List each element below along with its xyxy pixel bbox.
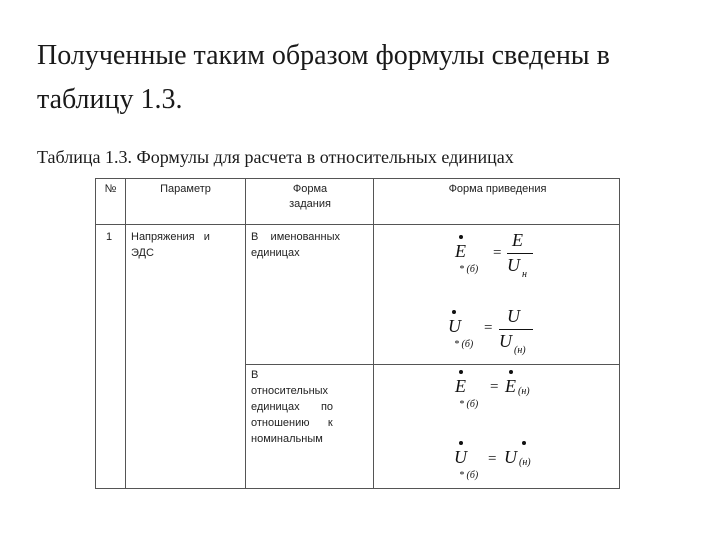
table-caption: Таблица 1.3. Формулы для расчета в относительных единицах	[37, 147, 514, 167]
fraction-bar	[507, 253, 533, 254]
fraction-bar	[499, 329, 533, 330]
column-divider	[373, 179, 374, 488]
dot-accent	[509, 370, 513, 374]
row-divider	[245, 364, 619, 365]
param-line-2: ЭДС	[131, 247, 154, 259]
form-named-line-1: В именованных	[251, 231, 340, 243]
dot-accent	[459, 370, 463, 374]
dot-accent	[522, 441, 526, 445]
form-named-line-2: единицах	[251, 247, 300, 259]
form-rel-line-5: номинальным	[251, 433, 323, 445]
formula-table: № Параметр Форма задания Форма приведения 1 Напряжения и ЭДС В именованных единицах В относительных единицах по отношению к номинальным E * (б) = E U н U * (б) = U U (н) E * (б) = E (н) U * (б) = U (н)	[95, 178, 620, 489]
form-rel-line-1: В	[251, 369, 259, 381]
header-form-reduce: Форма приведения	[448, 183, 547, 195]
header-param: Параметр	[160, 183, 211, 195]
page-title: Полученные таким образом формулы сведены в таблицу 1.3.	[37, 40, 610, 115]
dot-accent	[459, 235, 463, 239]
form-rel-line-4: отношению к	[251, 417, 333, 429]
column-divider	[125, 179, 126, 488]
column-divider	[245, 179, 246, 488]
dot-accent	[452, 310, 456, 314]
form-rel-line-2: относительных	[251, 385, 329, 397]
form-rel-line-3: единицах по	[251, 401, 334, 413]
row-num: 1	[106, 231, 113, 243]
header-divider	[96, 224, 619, 225]
dot-accent	[459, 441, 463, 445]
header-form-task: Форма задания	[289, 183, 331, 210]
header-num: №	[104, 183, 117, 195]
param-line-1: Напряжения и	[131, 231, 210, 243]
